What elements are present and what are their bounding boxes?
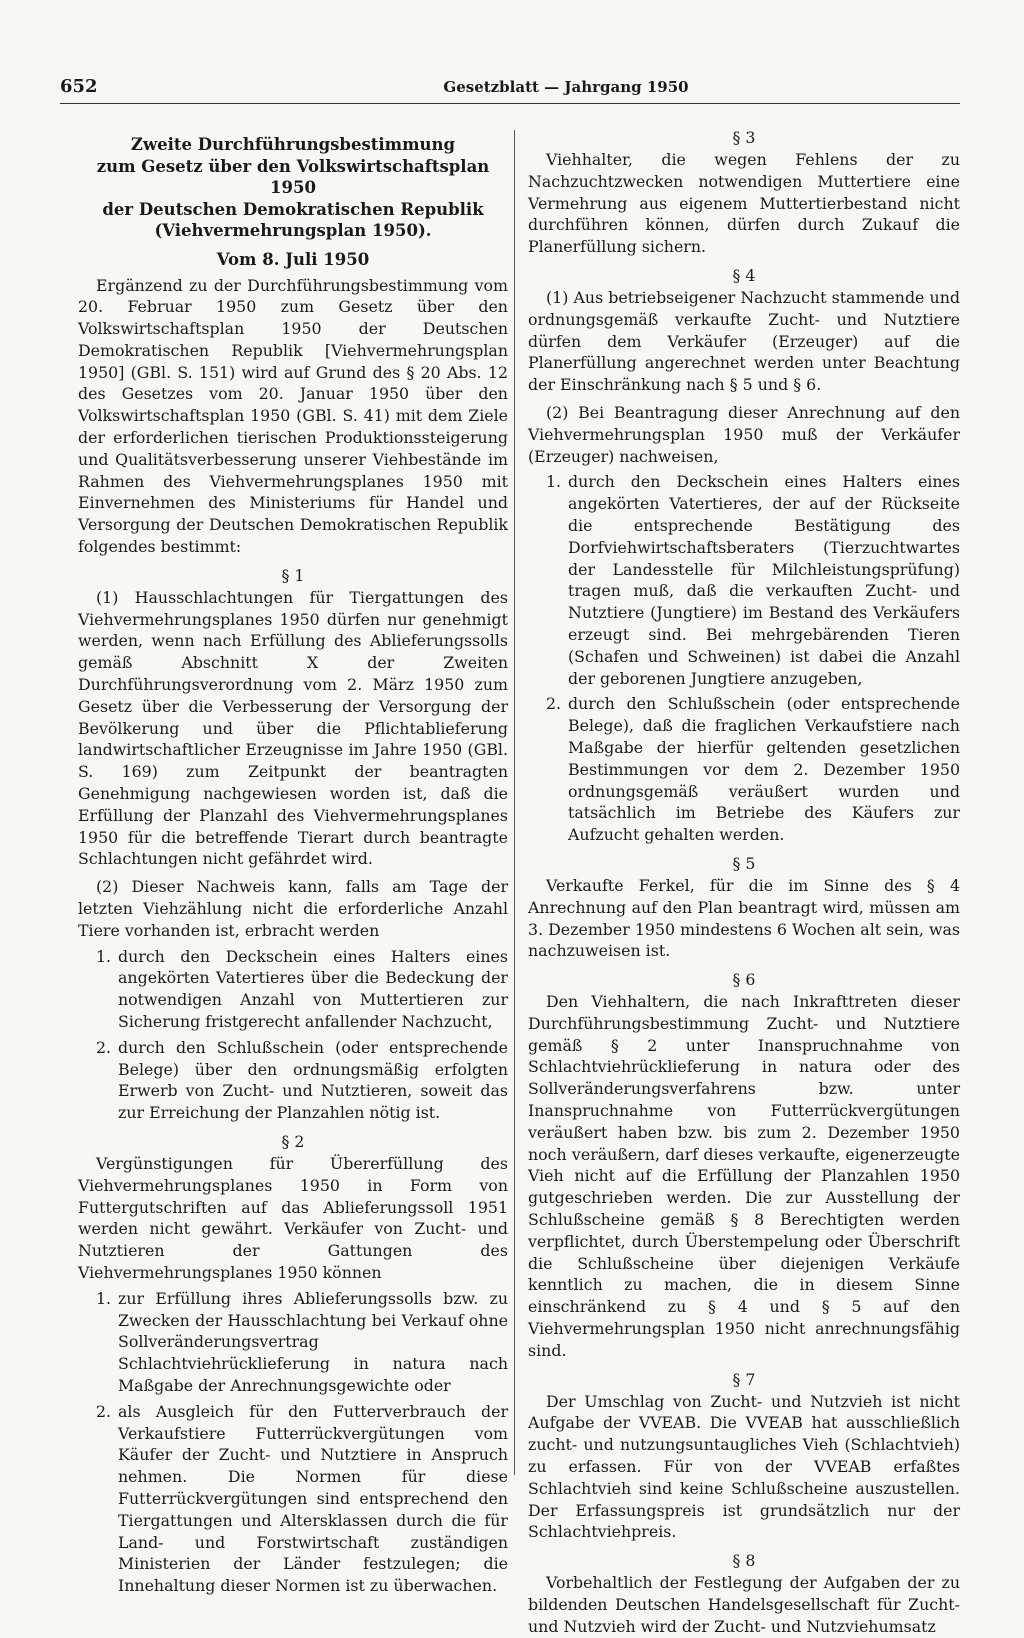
list-item-number: 1. (96, 946, 112, 966)
list-item-number: 1. (96, 1288, 112, 1308)
list-item-number: 2. (546, 694, 562, 714)
list-item (96, 1288, 508, 1397)
section-heading-2: § 2 (281, 1131, 305, 1151)
section-heading-1: § 1 (281, 565, 305, 585)
list-item (96, 1401, 508, 1597)
list-item (546, 471, 960, 689)
section-6-paragraph-1: Den Viehhaltern, die nach Inkrafttreten dieser Durchführungsbestimmung Zucht- und Nutztiere gemäß § 2 unter Inanspruchnahme von Schlachtviehrücklieferung in natura oder des Sollveränderungsverfahrens bzw. unter Inanspruchnahme von Futterrückvergütungen veräußert haben bzw. bis zum 2. Dezember 1950 noch veräußern, darf dieses verkaufte, eigenerzeugte Vieh nicht auf die Erfüllung der Planzahlen 1950 gutgeschrieben werden. Die zur Ausstellung der Schlußscheine gemäß § 8 Berechtigten werden verpflichtet, durch Überstempelung oder Überschrift die Schlußscheine über diejenigen Verkäufe kenntlich zu machen, die in diesem Sinne einschränkend zu § 4 und § 5 auf den Viehvermehrungsplan 1950 nicht anrechnungsfähig sind. (528, 992, 960, 1360)
left-column (78, 128, 508, 1596)
section-heading-8: § 8 (732, 1551, 756, 1571)
decree-title-line: der Deutschen Demokratischen Republik (102, 199, 484, 219)
section-4-paragraph-1: (1) Aus betriebseigener Nachzucht stammende und ordnungsgemäß verkaufte Zucht- und Nutztiere dürfen dem Verkäufer (Erzeuger) auf die Planerfüllung angerechnet werden unter Beachtung der Einschränkung nach § 5 und § 6. (528, 287, 960, 395)
list-item-text: durch den Schlußschein (oder entsprechende Belege), daß die fraglichen Verkaufstiere nach Maßgabe der hierfür geltenden gesetzlichen Bestimmungen vor dem 2. Dezember 1950 ordnungsgemäß veräußert wurden und tatsächlich im Betriebe des Käufers zur Aufzucht gehalten werden. (568, 694, 960, 845)
section-4-paragraph-2: (2) Bei Beantragung dieser Anrechnung auf den Viehvermehrungsplan 1950 muß der Verkäufer (Erzeuger) nachweisen, (528, 402, 960, 466)
list-item-text: zur Erfüllung ihres Ablieferungssolls bzw. zu Zwecken der Hausschlachtung bei Verkauf ohne Sollveränderungsvertrag Schlachtviehrücklieferung in natura nach Maßgabe der Anrechnungsgewichte oder (118, 1288, 508, 1395)
page-header (60, 76, 972, 100)
list-item-number: 1. (546, 472, 562, 492)
list-item-text: durch den Deckschein eines Halters eines angekörten Vatertieres, der auf der Rückseite die entsprechende Bestätigung des Dorfviehwirtschaftsberaters (Tierzuchtwartes der Landesstelle für Milchleistungsprüfung) tragen muß, daß die verkauften Zucht- und Nutztiere (Jungtiere) im Bestand des Verkäufers erzeugt sind. Bei mehrgebärenden Tieren (Schafen und Schweinen) ist dabei die Anzahl der geborenen Jungtiere anzugeben, (568, 472, 960, 688)
running-title: Gesetzblatt — Jahrgang 1950 (443, 78, 689, 96)
list-item-text: als Ausgleich für den Futterverbrauch der Verkaufstiere Futterrückvergütungen vom Käufer der Zucht- und Nutztiere in Anspruch nehmen. Die Normen für diese Futterrückvergütungen sind entsprechend den Tiergattungen und Altersklassen durch die für Land- und Forstwirtschaft zuständigen Ministerien der Länder festzulegen; die Innehaltung dieser Normen ist zu überwachen. (118, 1401, 508, 1596)
section-heading-6: § 6 (732, 970, 756, 990)
list-item-number: 2. (96, 1037, 112, 1057)
list-item (546, 693, 960, 846)
list-item (96, 946, 508, 1033)
section-5-paragraph-1: Verkaufte Ferkel, für die im Sinne des § 4 Anrechnung auf den Plan beantragt wird, müssen am 3. Dezember 1950 mindestens 6 Wochen alt sein, was nachzuweisen ist. (528, 875, 960, 961)
section-8-paragraph-1: Vorbehaltlich der Festlegung der Aufgaben der zu bildenden Deutschen Handelsgesellschaft für Zucht- und Nutzvieh wird der Zucht- und Nutzviehumsatz (528, 1573, 960, 1636)
section-heading-4: § 4 (732, 265, 756, 285)
list-item (96, 1037, 508, 1124)
list-item-text: durch den Deckschein eines Halters eines angekörten Vatertieres über die Bedeckung der notwendigen Anzahl von Muttertieren zur Sicherung fristgerecht anfallender Nachzucht, (118, 946, 508, 1031)
list-item-number: 2. (96, 1401, 112, 1421)
column-divider (514, 130, 515, 1475)
section-1-paragraph-2: (2) Dieser Nachweis kann, falls am Tage der letzten Viehzählung nicht die erforderliche Anzahl Tiere vorhanden ist, erbracht werden (78, 877, 508, 940)
preamble: Ergänzend zu der Durchführungsbestimmung vom 20. Februar 1950 zum Gesetz über den Volkswirtschaftsplan 1950 der Deutschen Demokratischen Republik [Viehvermehrungsplan 1950] (GBl. S. 151) wird auf Grund des § 20 Abs. 12 des Gesetzes vom 20. Januar 1950 über den Volkswirtschaftsplan 1950 (GBl. S. 41) mit dem Ziele der erforderlichen tierischen Produktionssteigerung und Qualitätsverbesserung unserer Viehbestände im Rahmen des Viehvermehrungsplanes 1950 mit Einvernehmen des Ministeriums für Handel und Versorgung der Deutschen Demokratischen Republik folgendes bestimmt: (78, 275, 508, 557)
section-heading-7: § 7 (732, 1369, 756, 1389)
right-column (528, 128, 960, 1636)
decree-title (78, 134, 508, 242)
section-heading-5: § 5 (732, 853, 756, 873)
section-2-paragraph-1: Vergünstigungen für Übererfüllung des Viehvermehrungsplanes 1950 in Form von Futtergutschriften auf das Ablieferungssoll 1951 werden nicht gewährt. Verkäufer von Zucht- und Nutztieren der Gattungen des Viehvermehrungsplanes 1950 können (78, 1153, 508, 1282)
decree-title-line: Zweite Durchführungsbestimmung (130, 135, 456, 154)
decree-title-line: (Viehvermehrungsplan 1950). (154, 221, 432, 240)
header-rule (60, 103, 960, 104)
list-item-text: durch den Schlußschein (oder entsprechende Belege) über den ordnungsmäßig erfolgten Erwerb von Zucht- und Nutztieren, soweit das zur Erreichung der Planzahlen nötig ist. (118, 1037, 508, 1123)
section-heading-3: § 3 (732, 128, 756, 147)
decree-date: Vom 8. Juli 1950 (216, 249, 370, 269)
decree-title-line: zum Gesetz über den Volkswirtschaftsplan 1950 (96, 156, 490, 197)
section-7-paragraph-1: Der Umschlag von Zucht- und Nutzvieh ist nicht Aufgabe der VVEAB. Die VVEAB hat ausschließlich zucht- und nutzungsuntaugliches Vieh (Schlachtvieh) zu erfassen. Für von der VVEAB erfaßtes Schlachtvieh sind keine Schlußscheine auszustellen. Der Erfassungspreis ist grundsätzlich nur der Schlachtviehpreis. (528, 1391, 960, 1542)
page-number: 652 (60, 76, 98, 97)
section-3-paragraph-1: Viehhalter, die wegen Fehlens der zu Nachzuchtzwecken notwendigen Muttertiere eine Vermehrung aus eigenem Muttertierbestand nicht durchführen können, dürfen durch Zukauf die Planerfüllung sichern. (528, 150, 960, 257)
section-1-paragraph-1: (1) Hausschlachtungen für Tiergattungen des Viehvermehrungsplanes 1950 dürfen nur genehmigt werden, wenn nach Erfüllung des Ablieferungssolls gemäß Abschnitt X der Zweiten Durchführungsverordnung vom 2. März 1950 zum Gesetz über die Verbesserung der Versorgung der Bevölkerung und über die Pflichtablieferung landwirtschaftlicher Erzeugnisse im Jahre 1950 (GBl. S. 169) zum Zeitpunkt der beantragten Genehmigung nachgewiesen worden ist, daß die Erfüllung der Planzahl des Viehvermehrungsplanes 1950 für die betreffende Tierart durch beantragte Schlachtungen nicht gefährdet wird. (78, 587, 508, 869)
